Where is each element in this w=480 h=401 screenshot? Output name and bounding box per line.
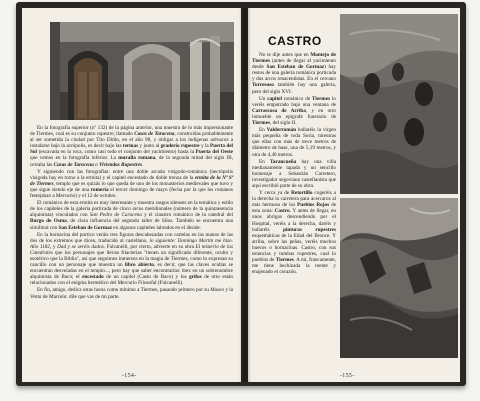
text-run: . A mí, francamente, me tiene hechizada la mente y enajenado el corazón.: [252, 257, 336, 276]
text-run: y el claustro románico de la catedral del: [141, 212, 233, 219]
text-run: , de clara influencia del segundo taller de Silos. También se encuentra una similitud con: [30, 218, 233, 231]
text-run: y junto al: [138, 143, 161, 150]
paragraph: [30, 169, 233, 199]
text-run: el tercer domingo de mayo (fecha por la que los romanos festejaban a Mercurio) y el 12 de octubre.: [30, 186, 234, 200]
text-run: El misterio de las Catedrales: [30, 243, 233, 256]
text-run: de un capitel (Casto de Baco) y los: [103, 274, 190, 281]
text-run: encestado: [82, 274, 104, 281]
text-run: muralla romana: [118, 155, 156, 162]
text-run: En la hornacina del portico veráis tres figuras descabezadas con cartelas en las manos de las dos de los extremos que dicen, traducido al castellano,: [30, 231, 233, 244]
text-run: Tiermes: [252, 120, 271, 127]
text-run: En: [259, 127, 267, 134]
text-run: ) hay restos de una galería románica porticada y dos arcos renacentistas.: [252, 64, 337, 83]
text-run: Carrascosa de Arriba: [252, 107, 306, 114]
text-run: Montejo de Tiermes: [252, 52, 336, 65]
text-run: Museo: [210, 287, 225, 294]
text-run: de esta zona:: [252, 202, 336, 215]
right-page-text: [252, 52, 336, 370]
left-page-number: -154-: [122, 373, 137, 379]
text-run: .: [142, 161, 144, 168]
text-run: Venta: [30, 293, 42, 300]
text-run: de Marcelo: dile que vas de mi parte.: [41, 293, 120, 300]
text-run: Pueblos Rojos: [297, 202, 330, 209]
rock-cliff-photo: [340, 198, 458, 358]
text-run: que los personajes que llevan filacterias "tienen un significado diferente, oculto y esotérico que la Biblia", así que seguimos inmersos en la magia de Tiermes, como lo expresan su cancillo con un personaje que muestra un: [30, 249, 233, 269]
text-run: libro abierto: [124, 262, 154, 269]
text-run: Y siguiendo con las fotografías: entre una doble arcada visigodo-románica (necrópolis visigoda hay en torno a la ermita) y el capitel encestado de doble trenza de la: [30, 168, 233, 181]
text-run: Castro: [274, 208, 290, 215]
paragraph: [30, 200, 233, 230]
text-run: En fin, amigo, dedica otras horas como mínimo a Tiermes, pasando primero por su: [37, 287, 211, 294]
arched-doorway-photo: [50, 22, 234, 120]
text-run: . Fulcanelli, por cierto, advierte en su obra: [103, 243, 196, 250]
right-page: [248, 8, 460, 382]
text-run: Tarancueña: [269, 158, 297, 165]
text-run: pinturas rupestres: [283, 226, 336, 233]
text-run: y la: [224, 287, 234, 294]
text-run: , construidas probablemente al ser sometida la ciudad por Tito Didio, en el año 98, y obligar a los indígenas arévacos a instalarse bajo la acrópolis, es decir bajo las: [30, 131, 233, 150]
text-run: En el cercano: [305, 76, 336, 83]
text-run: termas: [122, 143, 139, 150]
text-run: (escavada en la roca, como casi todo el conjunto del yacimiento) hasta la: [36, 149, 196, 156]
text-run: románico de: [281, 95, 313, 102]
text-run: Retortillo: [291, 190, 313, 197]
text-run: Y cerca ya de: [259, 190, 292, 197]
text-run: Casas de Taracena: [53, 161, 94, 168]
text-run: Tiermes: [312, 95, 331, 102]
text-run: también hay una galería, pero del siglo XVI.: [252, 82, 336, 95]
text-run: En la fotografía superior (nº 132) de la página anterior, una muestra de lo más impresionante de Tiermes, cual es su conjunto rupestre, llamado: [30, 125, 233, 138]
text-run: lo siguiente: Domingo Martín me hizo. Año 1182: [30, 237, 234, 250]
text-run: Viviendas Rupestres: [98, 161, 143, 168]
text-run: de otro están relacionados con el enigma hermético del Mercurio Filosofal (Fulcanelli).: [30, 274, 233, 287]
text-run: , de la segunda mitad del siglo III, cerraba las: [30, 155, 234, 168]
text-run: cogeréis a la derecha la carretera para acercaros al más hermoso de los: [252, 190, 336, 209]
text-run: San Pedro de Caracena: [89, 212, 142, 219]
paragraph: [30, 232, 233, 287]
text-run: y la: [199, 143, 211, 150]
text-run: El románico de esta ermita es muy interesante y muestra rasgos silenses en la temática y estilo de los capiteles de la galería porticada de cinco arcos meridionales (número de la quintaesencia alquimista) vinculados con: [30, 200, 233, 219]
rock-caves-photo: [340, 14, 458, 196]
text-run: en algunos capiteles labrados en el ábside.: [112, 224, 202, 231]
paragraph: [30, 125, 233, 168]
text-run: San Esteban de Gormaz: [58, 224, 112, 231]
paragraph: [252, 52, 336, 95]
paragraph: [30, 287, 233, 299]
paragraph: [252, 96, 336, 126]
text-run: que vemos en la fotografía inferior. La: [30, 155, 119, 162]
left-page-text: [30, 125, 233, 376]
left-page: [22, 8, 241, 382]
text-run: , templo que es quizás lo que queda de uno de los monasterios medievales que tuvo y que sigue siendo eje de una: [30, 180, 233, 193]
open-book: [16, 2, 466, 386]
text-run: hallaréis la virgen más pequeña de toda Soria, mientras que ellas con más de trece metros de diámetro de base, una de 5,19 metros, y otra de 4,40 metros.: [252, 127, 336, 158]
text-run: , del siglo II.: [270, 120, 297, 127]
text-run: En: [259, 158, 270, 165]
text-run: , y: [49, 243, 58, 250]
paragraph: [252, 127, 336, 157]
chapter-title: CASTRO: [268, 34, 322, 48]
text-run: hay una villa medianamente tapada y un sencillo homenaje a Sebastián Carretero, investigador segoviano castellanista que aquí escribió parte de su obra.: [252, 158, 337, 189]
text-run: San Esteban de Gormaz: [266, 64, 325, 71]
text-run: Valderromán: [266, 127, 297, 134]
text-run: Puerta del Sol: [30, 143, 233, 156]
text-run: , es decir, que las claves ocultas se encuentran desveladas en el templo..., pero hay que saber encontrarlas: ibex en un sobrenombre alquimista de Baco; el: [30, 262, 234, 281]
right-page-number: -155-: [340, 373, 355, 379]
text-run: o: [93, 161, 99, 168]
text-run: esquemáticas de la Edad del Bronce. Y arriba, sobre las peñas, veréis muchos huecos o hornacinas. Castro, con sus estancias y tumbas rupestres, cual lo pueblos de: [252, 232, 336, 264]
text-run: graderío rupestre: [160, 143, 200, 150]
text-run: Puerta del Oeste: [195, 149, 233, 156]
text-run: Burgo de Osma: [30, 218, 67, 225]
text-run: Torresuso: [252, 82, 274, 89]
paragraph: [252, 190, 336, 275]
text-run: Dad y se seréis dados: [57, 243, 104, 250]
text-run: capitel: [267, 95, 282, 102]
text-run: Casas de Taracena: [134, 131, 175, 138]
text-run: ermita de la Nª Sª de Tiermes: [30, 174, 233, 187]
text-run: lo veréis empotrado bajo una ventana de: [252, 95, 336, 108]
text-run: Tiermes: [275, 257, 294, 264]
text-run: , y en otro inmueble un epígrafe funerario de: [252, 107, 336, 120]
text-run: No te dije antes que en: [259, 52, 311, 58]
text-run: (antes de llegar al yacimiento desde: [252, 58, 336, 71]
text-run: romería: [90, 186, 109, 193]
text-run: Un: [259, 95, 268, 102]
paragraph: [252, 159, 336, 189]
text-run: . Y antes de llegar, en unos abrigos descendiendo por el Hospital, veréis a la derecha, daréis y hallaréis: [252, 208, 336, 233]
text-run: grifos: [189, 274, 202, 281]
